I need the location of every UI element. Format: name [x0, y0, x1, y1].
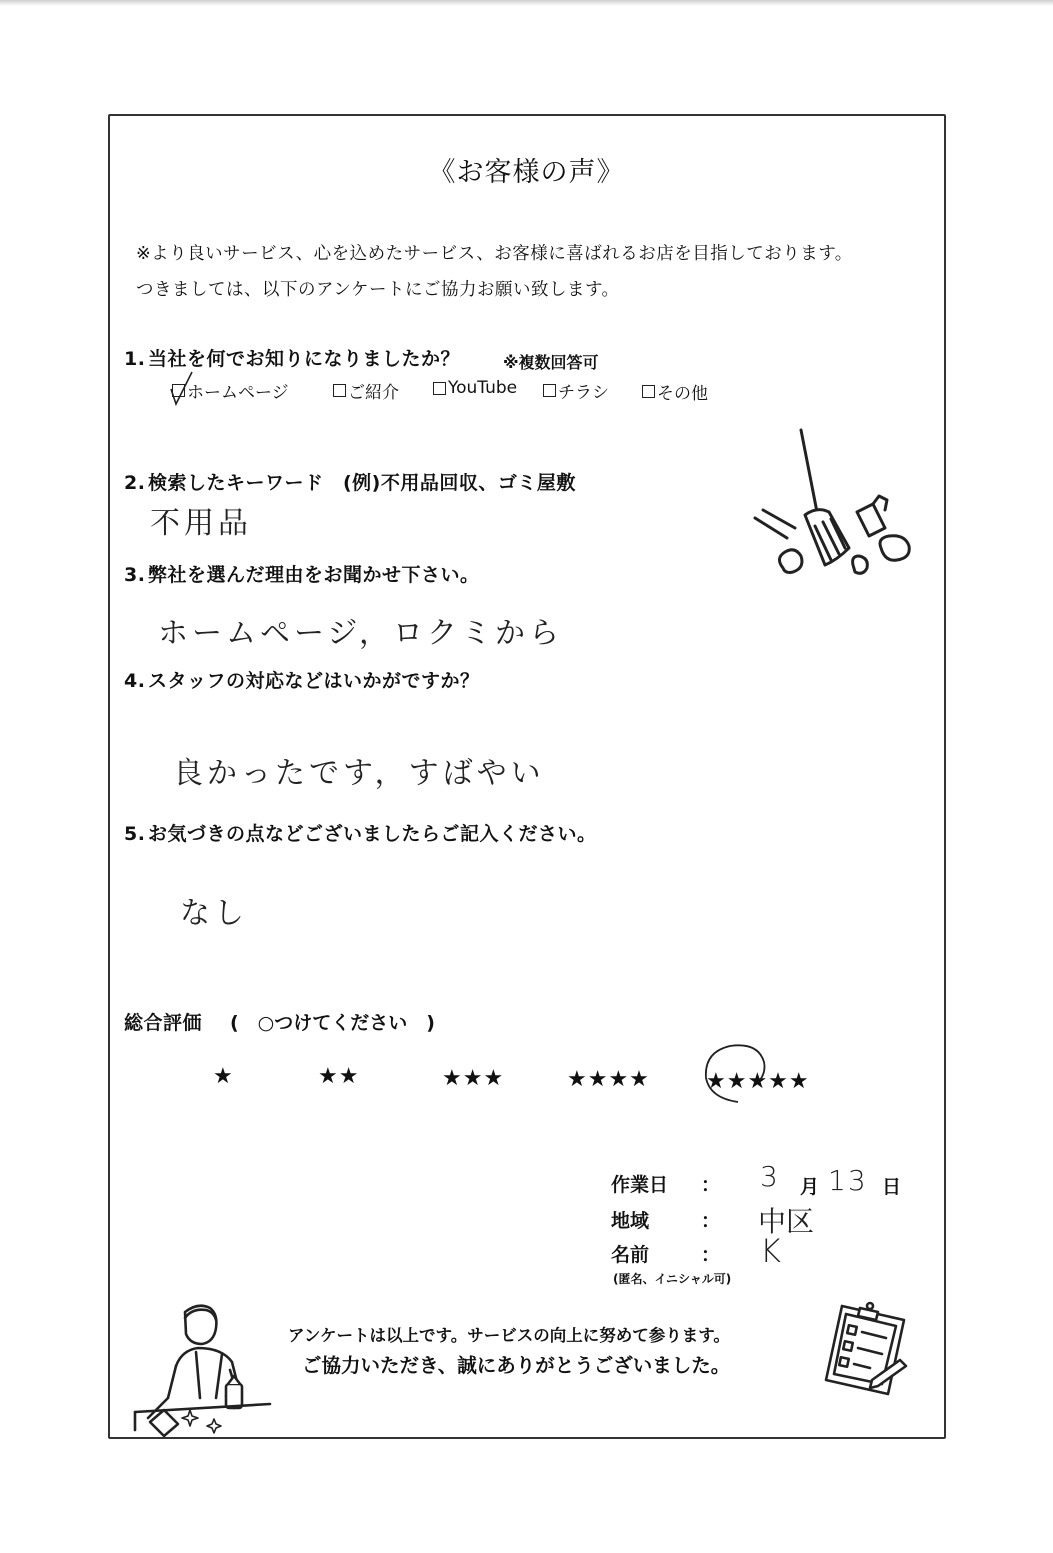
checkbox-flyer[interactable]: [543, 384, 556, 397]
work-date-month: 3: [760, 1160, 782, 1193]
rating-option-2[interactable]: ★★: [318, 1064, 360, 1089]
multiple-answer-note: ※複数回答可: [503, 353, 599, 372]
rating-instruction: ( ○つけてください ): [230, 1012, 435, 1034]
rating-option-4[interactable]: ★★★★: [567, 1067, 650, 1092]
month-unit: 月: [800, 1176, 820, 1198]
option-other[interactable]: [642, 379, 708, 404]
rating-option-5[interactable]: ★★★★★: [706, 1069, 810, 1094]
option-flyer-label: チラシ: [558, 383, 609, 403]
area-value: 中区: [758, 1205, 815, 1238]
option-other-label: その他: [657, 384, 708, 404]
question-1-text: 当社を何でお知りになりましたか？: [148, 348, 461, 370]
option-flyer[interactable]: [543, 378, 609, 403]
cleaning-worker-illustration: [130, 1300, 280, 1442]
option-referral-label: ご紹介: [348, 383, 399, 403]
question-2-number: 2.: [124, 472, 146, 494]
question-3: [124, 560, 480, 587]
question-4-number: 4.: [124, 670, 146, 692]
closing-message-2: ご協力いただき、誠にありがとうございました。: [302, 1354, 731, 1377]
rating-option-3[interactable]: ★★★: [442, 1066, 505, 1091]
scan-edge: [0, 0, 1053, 6]
question-4-text: スタッフの対応などはいかがですか？: [148, 670, 480, 692]
question-3-text: 弊社を選んだ理由をお聞かせ下さい。: [148, 564, 480, 586]
selected-rating-circle: [700, 1040, 772, 1106]
option-homepage-label: ホームページ: [187, 383, 289, 403]
option-youtube-label: YouTube: [448, 378, 518, 398]
work-date-day: 13: [828, 1164, 868, 1197]
question-5: [124, 819, 597, 846]
question-5-number: 5.: [124, 823, 146, 845]
work-date-colon: ：: [701, 1174, 721, 1196]
question-2-text: 検索したキーワード (例)不用品回収、ゴミ屋敷: [148, 472, 576, 494]
broom-illustration: [745, 420, 920, 585]
answer-2-handwritten: 不用品: [150, 506, 252, 541]
overall-rating-label: 総合評価: [124, 1012, 203, 1034]
name-note: (匿名、イニシャル可): [613, 1272, 732, 1286]
checkbox-youtube[interactable]: [433, 382, 446, 395]
name-label: 名前: [611, 1244, 650, 1266]
work-date-label: 作業日: [611, 1174, 669, 1196]
day-unit: 日: [882, 1176, 902, 1198]
question-1-number: 1.: [124, 348, 146, 370]
question-1: [124, 344, 460, 371]
name-value: K: [760, 1232, 785, 1270]
option-youtube[interactable]: [433, 378, 517, 398]
rating-option-1[interactable]: ★: [213, 1064, 234, 1089]
question-3-number: 3.: [124, 564, 146, 586]
answer-3-handwritten: ホームページ，ロクミから: [158, 616, 563, 651]
area-colon: ：: [701, 1210, 721, 1232]
area-label: 地域: [611, 1210, 650, 1232]
answer-4-handwritten: 良かったです，すばやい: [173, 756, 545, 791]
form-title: 《お客様の声》: [428, 157, 625, 188]
question-5-text: お気づきの点などございましたらご記入ください。: [148, 823, 597, 845]
intro-line-1: ※より良いサービス、心を込めたサービス、お客様に喜ばれるお店を目指しております。: [136, 244, 853, 264]
checkbox-other[interactable]: [642, 385, 655, 398]
closing-message-1: アンケートは以上です。サービスの向上に努めて参ります。: [288, 1326, 730, 1345]
option-referral[interactable]: [333, 378, 399, 403]
answer-5-handwritten: なし: [180, 896, 248, 931]
clipboard-checklist-illustration: [812, 1298, 912, 1398]
intro-line-2: つきましては、以下のアンケートにご協力お願い致します。: [136, 280, 620, 300]
checkmark-homepage: [168, 370, 194, 406]
question-4: [124, 666, 480, 693]
checkbox-referral[interactable]: [333, 384, 346, 397]
question-2: [124, 468, 576, 495]
name-colon: ：: [701, 1244, 721, 1266]
